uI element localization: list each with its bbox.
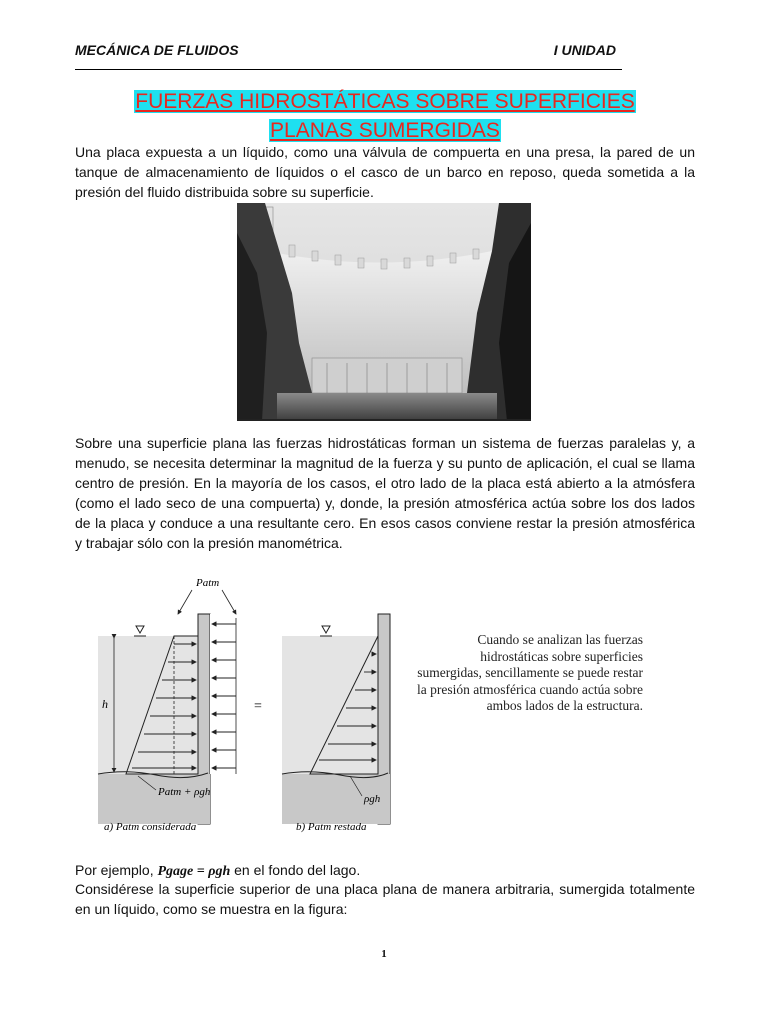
- free-surface-icon-right: [320, 626, 332, 636]
- last-paragraph: Considérese la superficie superior de una placa plana de manera arbitraria, sumergida totalmente en un líquido, como se muestra en la figura:: [75, 881, 695, 917]
- second-paragraph: Sobre una superficie plana las fuerzas hidrostáticas forman un sistema de fuerzas paralelas y, a menudo, se necesita determinar la magnitud de la fuerza y su punto de aplicación, el cual se llama centro de presión. En la mayoría de los casos, el otro lado de la placa está abierto a la atmósfera (como el lado seco de una compuerta) y, donde, la presión atmosférica actúa sobre los dos lados de la placa y conduce a una resultante cero. En esos casos conviene restar la presión atmosférica y trabajar sólo con la presión manométrica.: [75, 435, 695, 551]
- water-region-left: [98, 636, 198, 774]
- title-line-2: PLANAS SUMERGIDAS: [270, 119, 500, 142]
- example-prefix: Por ejemplo,: [75, 862, 158, 878]
- example-suffix: en el fondo del lago.: [230, 862, 361, 878]
- gage-pressure-formula: Pgage = ρgh: [157, 864, 231, 879]
- ground-left: [98, 774, 210, 824]
- caption-a: a) Patm considerada: [104, 821, 197, 833]
- equals-sign: =: [254, 699, 262, 714]
- bottom-right-label: ρgh: [364, 793, 381, 805]
- unit-label: I UNIDAD: [553, 42, 616, 58]
- figure-side-caption: Cuando se analizan las fuerzas hidrostáticas sobre superficies sumergidas, sencillamente se puede restar la presión atmosférica cuando actúa sobre ambos lados de la estructura.: [416, 632, 643, 713]
- patm-label: Patm: [196, 578, 220, 589]
- header-divider: [75, 69, 622, 70]
- bottom-left-label: Patm + ρgh: [158, 786, 211, 798]
- page-header: [75, 42, 620, 62]
- course-title: MECÁNICA DE FLUIDOS: [75, 42, 239, 58]
- dam-photo: [237, 203, 531, 421]
- water-region-right: [282, 636, 378, 774]
- h-label: h: [102, 697, 108, 711]
- intro-paragraph: Una placa expuesta a un líquido, como una válvula de compuerta en una presa, la pared de un tanque de almacenamiento de líquidos o el casco de un barco en reposo, queda sometida a la presión del fluido distribuida sobre su superficie.: [75, 144, 695, 200]
- free-surface-icon-left: [134, 626, 146, 636]
- page-number: 1: [381, 948, 387, 960]
- caption-b: b) Patm restada: [296, 821, 367, 833]
- page-title: [75, 87, 695, 145]
- title-line-1: FUERZAS HIDROSTÁTICAS SOBRE SUPERFICIES: [135, 90, 635, 113]
